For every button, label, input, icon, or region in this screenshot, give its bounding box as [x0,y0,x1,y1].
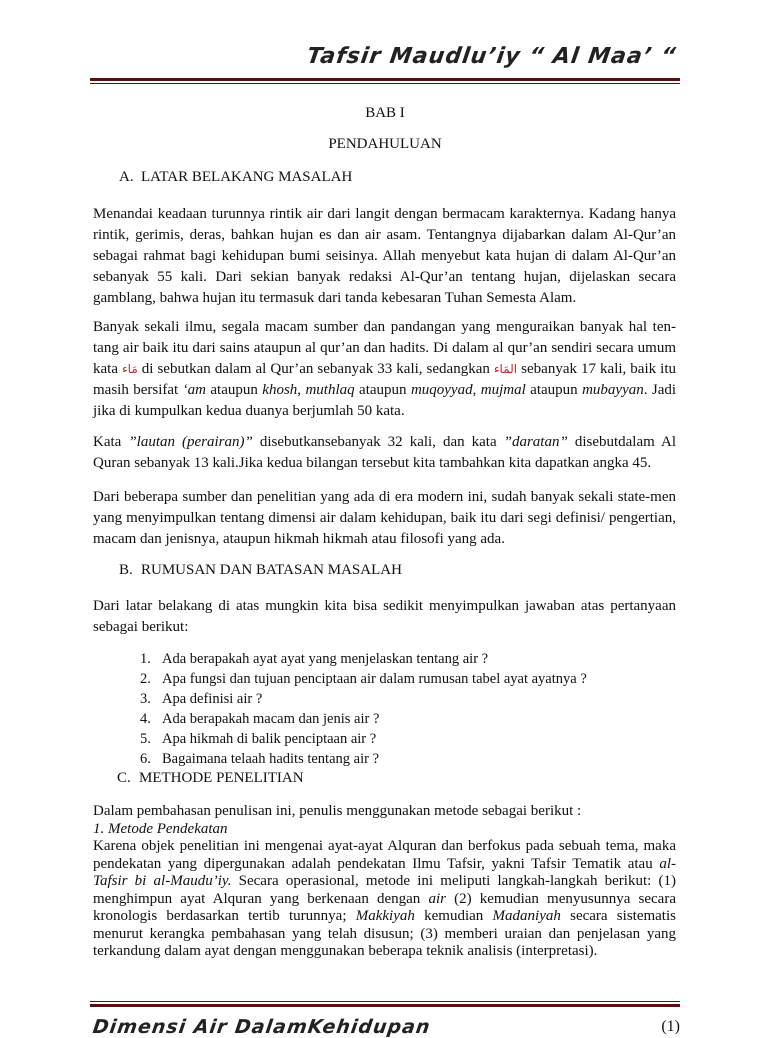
list-text: Ada berapakah ayat ayat yang menjelaskan tentang air ? [162,651,489,667]
list-number: 1. [140,651,151,667]
list-item [140,649,587,669]
list-text: Apa definisi air ? [162,691,263,707]
text-run: di sebutkan dalam al Qur’an sebanyak 33 kali, sedangkan [137,361,494,377]
paragraph-question-intro: Dari latar belakang di atas mungkin kita bisa sedikit menyimpulkan jawaban atas pertanyaan sebagai berikut: [93,598,676,635]
section-a-title: LATAR BELAKANG MASALAH [141,169,353,185]
text-run: secara sistematis menurut kerangka pembahasan yang telah disusun; (3) memberi uraian dan penjelasan yang terkandung dalam ayat dengan menggunakan beberapa teknik analisis (interpretasi). [93,908,676,959]
header-rule-thin [90,83,680,84]
text-run: Kata [93,434,129,450]
list-item [140,749,587,769]
section-c-label: C. [117,770,131,786]
arabic-word-maa: مَاء [122,362,138,376]
italic-term: khosh [262,382,298,398]
italic-term: al-Tafsir bi al-Maudu’iy. [93,855,676,889]
list-item [140,729,587,749]
list-number: 3. [140,691,151,707]
paragraph-method-detail [93,838,676,961]
list-text: Bagaimana telaah hadits tentang air ? [162,751,380,767]
italic-term: mubayyan [582,382,644,398]
list-number: 5. [140,731,151,747]
paragraph-lautan-daratan [93,432,676,474]
paragraph-method-intro: Dalam pembahasan penulisan ini, penulis menggunakan metode sebagai berikut : [93,803,582,819]
italic-term: ‘am [182,382,206,398]
paragraph-modern-research: Dari beberapa sumber dan penelitian yang ada di era modern ini, sudah banyak sekali state-men yang menyimpulkan tentang dimensi air dalam kehidupan, baik itu dari segi definisi/ pengertian, macam dan jenisnya, ataupun hikmah hikmah atau filosofi yang ada. [93,489,676,547]
text-run: . Jadi jika di kumpulkan kedua duanya berjumlah 50 kata. [93,382,677,419]
running-header-title: Tafsir Maudlu’iy “ Al Maa’ “ [305,44,678,69]
italic-term: mujmal [480,382,526,398]
paragraph-kata-air [93,317,676,422]
section-b-title: RUMUSAN DAN BATASAN MASALAH [141,562,402,578]
text-run: disebutkansebanyak 32 kali, dan kata [252,434,504,450]
section-a-heading [119,169,352,186]
list-number: 4. [140,711,151,727]
text-run: , [472,382,481,398]
text-run: sebanyak 17 kali, baik itu masih bersifat [93,361,676,398]
list-item [140,709,587,729]
header-rule-thick [90,78,680,81]
chapter-title: PENDAHULUAN [328,136,442,152]
section-b-heading [119,562,402,579]
text-run: (2) kemudian menyusunnya secara kronologis berdasarkan tertib turunnya; [93,890,676,924]
text-run: disebutdalam Al Quran sebanyak 13 kali.Jika kedua bilangan tersebut kita tambahkan kita dapatkan angka 45. [93,434,676,471]
text-run: , [297,382,306,398]
list-text: Apa hikmah di balik penciptaan air ? [162,731,377,747]
italic-term: Madaniyah [492,908,561,924]
bab-title: BAB I [365,105,405,121]
list-text: Apa fungsi dan tujuan penciptaan air dalam rumusan tabel ayat ayatnya ? [162,671,587,687]
italic-term: muthlaq [305,382,355,398]
text-run: ataupun [354,382,411,398]
footer-rule-thin [90,1001,680,1002]
italic-term: Makkiyah [355,908,415,924]
arabic-word-almaa: المَاء [493,362,518,376]
text-run: Banyak sekali ilmu, segala macam sumber dan pandangan yang menguraikan banyak hal ten-tang air baik itu dari sains ataupun al qur’an dan hadits. Di dalam al qur’an sendiri secara umum kata [93,319,676,377]
paragraph-intro: Menandai keadaan turunnya rintik air dari langit dengan bermacam karakternya. Kadang hanya rintik, gerimis, deras, bahkan hujan es dan air asam. Tentangnya dijabarkan dalam Al-Qur’an sebagai rahmat bagi kehidupan bumi seisinya. Allah menyebut kata hujan di dalam Al-Qur’an sebanyak 55 kali. Dari sekian banyak redaksi Al-Qur’an tentang hujan, dijelaskan secara gamblang, bahwa hujan itu termasuk dari tanda kebesaran Tuhan Semesta Alam. [93,206,676,306]
list-item [140,689,587,709]
italic-term: air [428,890,446,907]
question-list [140,649,587,769]
footer-rule-thick [90,1004,680,1007]
italic-term: ”daratan” [503,434,568,450]
text-run: ataupun [525,382,583,398]
section-c-heading [117,770,304,787]
section-a-label: A. [119,169,134,185]
page-number: (1) [661,1018,680,1035]
text-run: kemudian [414,908,493,924]
text-run: ataupun [205,382,263,398]
section-b-label: B. [119,562,133,578]
list-text: Ada berapakah macam dan jenis air ? [162,711,380,727]
text-run: Karena objek penelitian ini mengenai ayat-ayat Alquran dan berfokus pada sebuah tema, maka pendekatan yang dipergunakan adalah pendekatan Ilmu Tafsir, yakni Tafsir Tematik atau [93,838,676,872]
footer-title: Dimensi Air DalamKehidupan [91,1016,433,1038]
list-number: 2. [140,671,151,687]
section-c-title: METHODE PENELITIAN [139,770,304,786]
italic-term: muqoyyad [410,382,473,398]
italic-term: ”lautan (perairan)” [128,434,253,450]
list-item [140,669,587,689]
list-number: 6. [140,751,151,767]
subheading-metode-pendekatan: 1. Metode Pendekatan [93,821,228,837]
text-run: Secara operasional, metode ini meliputi langkah-langkah berikut: (1) menghimpun ayat Alquran yang berkenaan dengan [93,873,676,907]
